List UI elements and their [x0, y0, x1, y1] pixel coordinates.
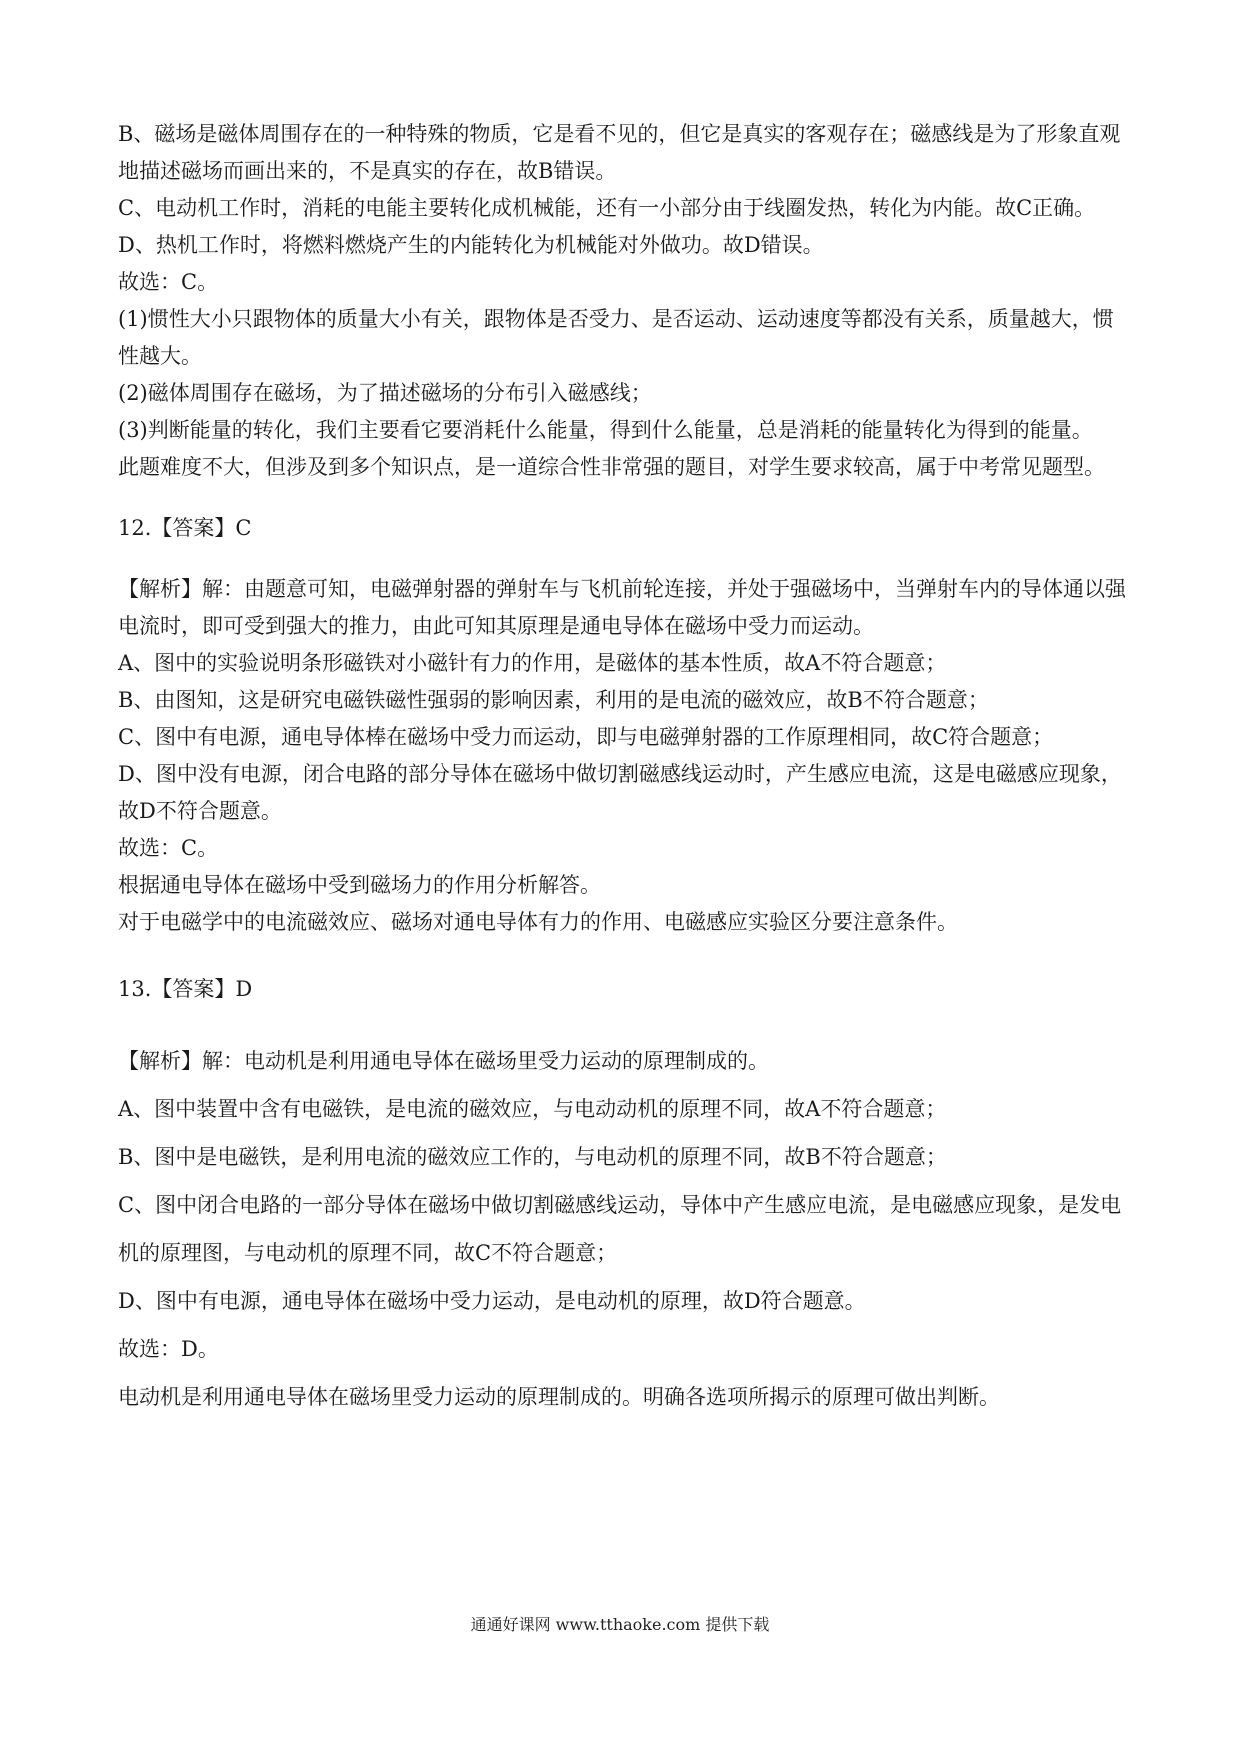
paragraph: 电动机是利用通电导体在磁场里受力运动的原理制成的。明确各选项所揭示的原理可做出判断。 [118, 1385, 1000, 1409]
paragraph: D、图中没有电源，闭合电路的部分导体在磁场中做切割磁感线运动时，产生感应电流，这是电磁感应现象，故D不符合题意。 [118, 762, 1122, 823]
paragraph: 此题难度不大，但涉及到多个知识点，是一道综合性非常强的题目，对学生要求较高，属于中考常见题型。 [118, 455, 1105, 479]
paragraph: (2)磁体周围存在磁场，为了描述磁场的分布引入磁感线； [118, 381, 652, 405]
paragraph: A、图中装置中含有电磁铁，是电流的磁效应，与电动动机的原理不同，故A不符合题意； [118, 1097, 947, 1121]
paragraph: (3)判断能量的转化，我们主要看它要消耗什么能量，得到什么能量，总是消耗的能量转化为得到的能量。 [118, 418, 1093, 442]
document-body [118, 116, 1128, 1421]
paragraph: 【解析】解：由题意可知，电磁弹射器的弹射车与飞机前轮连接，并处于强磁场中，当弹射车内的导体通以强电流时，即可受到强大的推力，由此可知其原理是通电导体在磁场中受力而运动。 [118, 577, 1126, 638]
paragraph: C、电动机工作时，消耗的电能主要转化成机械能，还有一小部分由于线圈发热，转化为内能。故C正确。 [118, 196, 1096, 220]
paragraph: 根据通电导体在磁场中受到磁场力的作用分析解答。 [118, 873, 601, 897]
paragraph: B、图中是电磁铁，是利用电流的磁效应工作的，与电动机的原理不同，故B不符合题意； [118, 1145, 947, 1169]
section-question-13 [118, 965, 1128, 1421]
paragraph: A、图中的实验说明条形磁铁对小磁针有力的作用，是磁体的基本性质，故A不符合题意； [118, 651, 947, 675]
paragraph: (1)惯性大小只跟物体的质量大小有关，跟物体是否受力、是否运动、运动速度等都没有关系，质量越大，惯性越大。 [118, 307, 1114, 368]
paragraph: B、磁场是磁体周围存在的一种特殊的物质，它是看不见的，但它是真实的客观存在；磁感线是为了形象直观地描述磁场而画出来的，不是真实的存在，故B错误。 [118, 122, 1121, 183]
paragraph: C、图中有电源，通电导体棒在磁场中受力而运动，即与电磁弹射器的工作原理相同，故C符合题意； [118, 725, 1054, 749]
paragraph: D、图中有电源，通电导体在磁场中受力运动，是电动机的原理，故D符合题意。 [118, 1289, 866, 1313]
answer-heading: 12.【答案】C [118, 516, 252, 540]
paragraph: D、热机工作时，将燃料燃烧产生的内能转化为机械能对外做功。故D错误。 [118, 233, 824, 257]
paragraph: 故选：D。 [118, 1337, 219, 1361]
paragraph: B、由图知，这是研究电磁铁磁性强弱的影响因素，利用的是电流的磁效应，故B不符合题意； [118, 688, 989, 712]
paragraph: 对于电磁学中的电流磁效应、磁场对通电导体有力的作用、电磁感应实验区分要注意条件。 [118, 910, 958, 934]
paragraph: 故选：C。 [118, 836, 219, 860]
paragraph: 故选：C。 [118, 270, 219, 294]
section-question-12 [118, 510, 1128, 941]
section-previous-analysis [118, 116, 1128, 486]
answer-heading: 13.【答案】D [118, 977, 253, 1001]
page-footer: 通通好课网 www.tthaoke.com 提供下载 [470, 1615, 770, 1634]
paragraph: 【解析】解：电动机是利用通电导体在磁场里受力运动的原理制成的。 [118, 1049, 769, 1073]
paragraph: C、图中闭合电路的一部分导体在磁场中做切割磁感线运动，导体中产生感应电流，是电磁感应现象，是发电机的原理图，与电动机的原理不同，故C不符合题意； [118, 1193, 1122, 1265]
